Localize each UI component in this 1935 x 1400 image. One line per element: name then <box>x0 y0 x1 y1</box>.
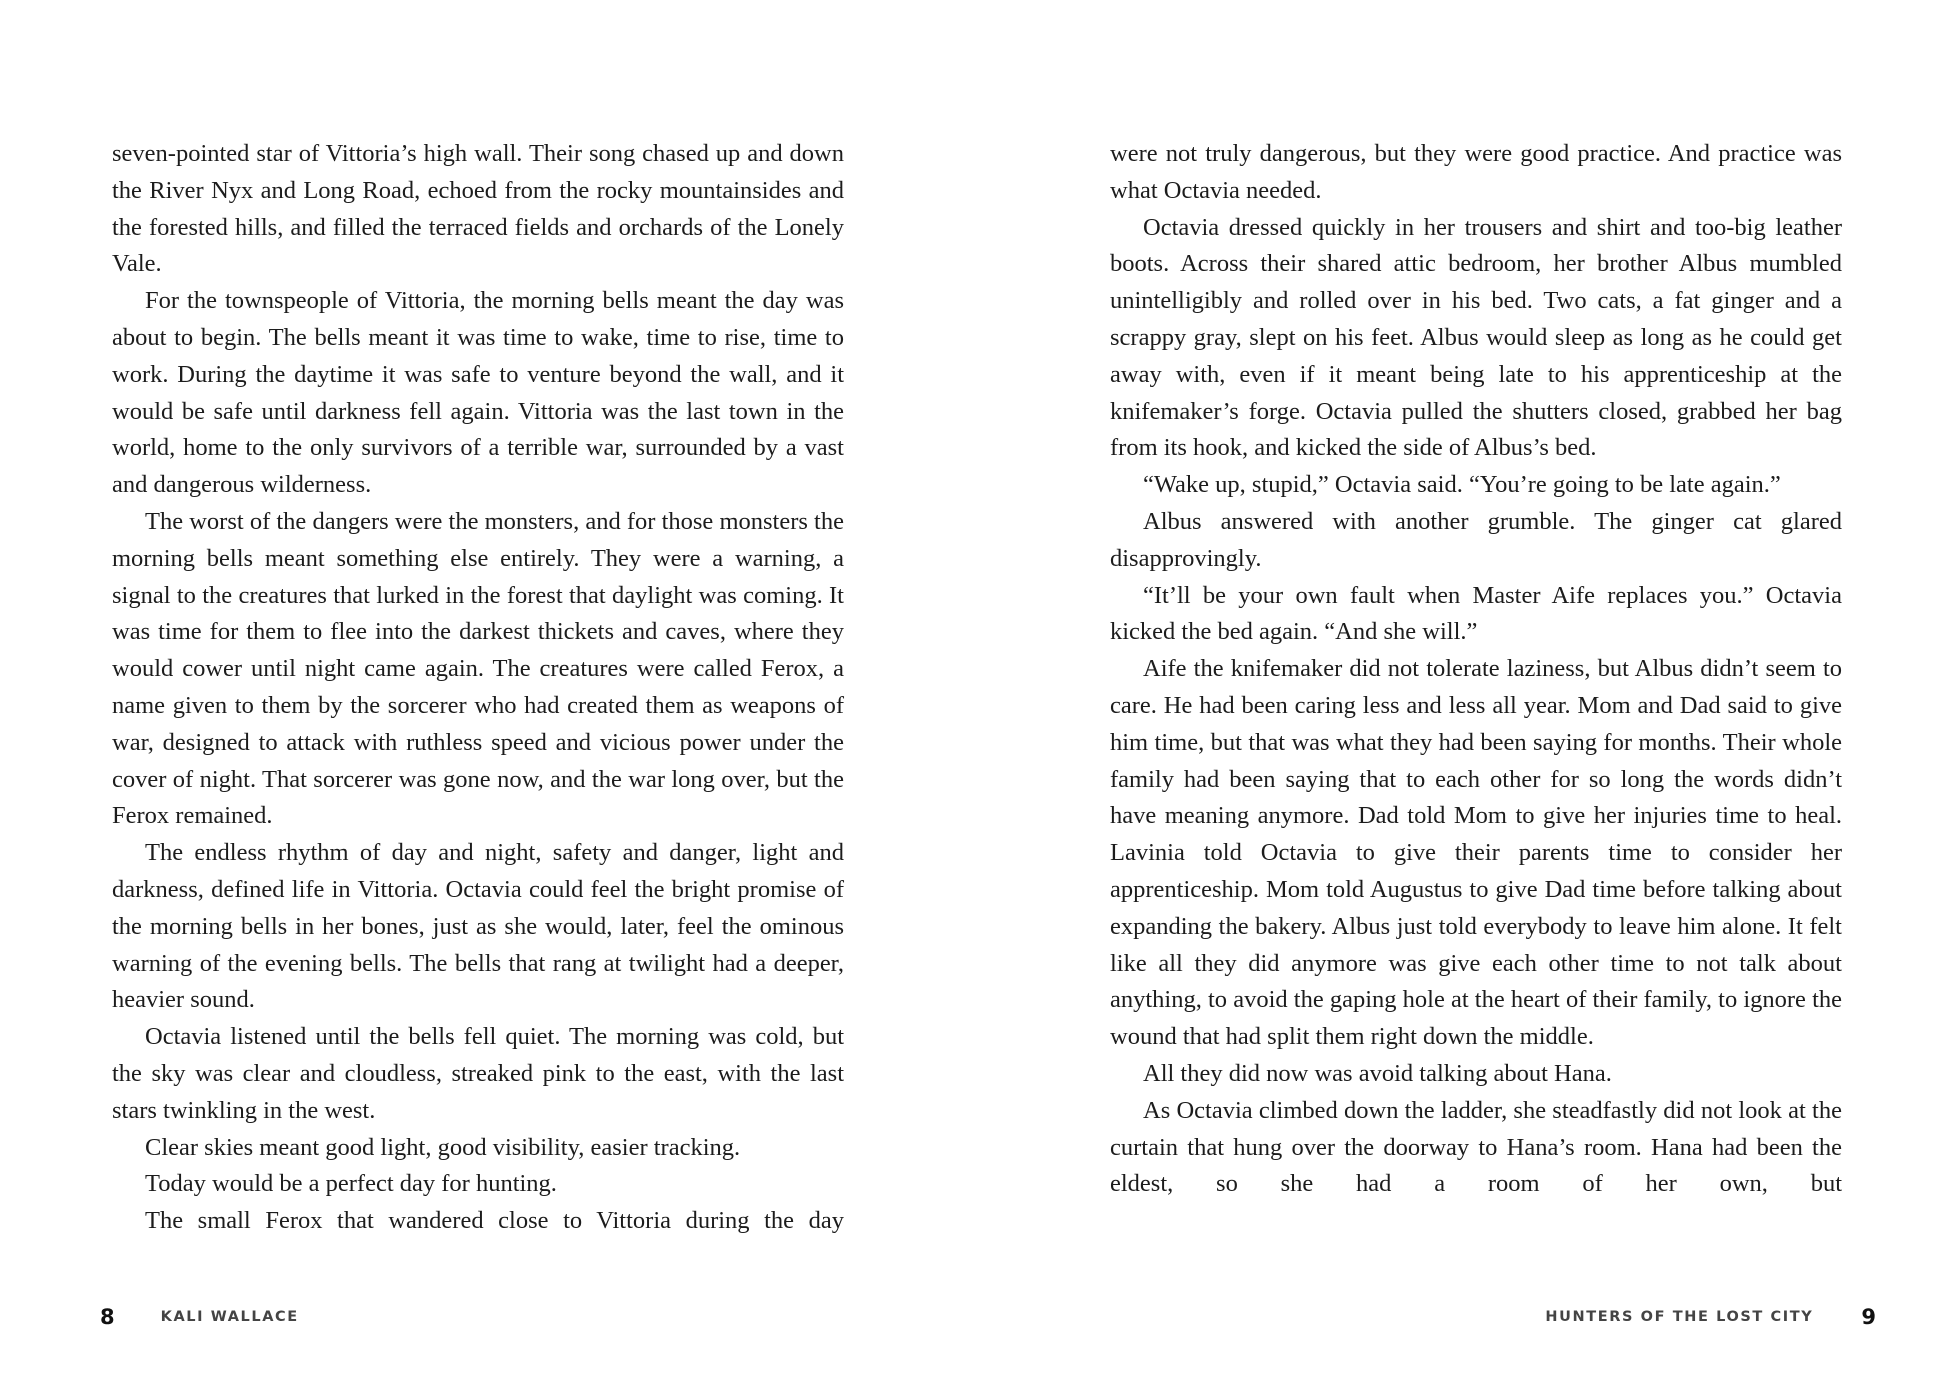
paragraph: Octavia dressed quickly in her trousers and shirt and too-big leather boots. Across their shared attic bedroom, her brother Albus mumbled unintelligibly and rolled over in his bed. Two cats, a fat ginger and a scrappy gray, slept on his feet. Albus would sleep as long as he could get away with, even if it meant being late to his apprenticeship at the knifemaker’s forge. Octavia pulled the shutters closed, grabbed her bag from its hook, and kicked the side of Albus’s bed. <box>1110 213 1842 462</box>
paragraph: seven-pointed star of Vittoria’s high wall. Their song chased up and down the River Nyx and Long Road, echoed from the rocky mountainsides and the forested hills, and filled the terraced fields and orchards of the Lonely Vale. <box>112 140 844 278</box>
paragraph: were not truly dangerous, but they were good practice. And practice was what Octavia needed. <box>1110 140 1842 204</box>
paragraph: As Octavia climbed down the ladder, she steadfastly did not look at the curtain that hung over the doorway to Hana’s room. Hana had been the eldest, so she had a room of her own, but <box>1110 1096 1842 1198</box>
running-head-author: KALI WALLACE <box>160 1309 299 1325</box>
right-page <box>967 0 1935 1400</box>
left-page <box>0 0 967 1400</box>
paragraph: For the townspeople of Vittoria, the morning bells meant the day was about to begin. The bells meant it was time to wake, time to rise, time to work. During the daytime it was safe to venture beyond the wall, and it would be safe until darkness fell again. Vittoria was the last town in the world, home to the only survivors of a terrible war, surrounded by a vast and dangerous wilderness. <box>112 287 844 499</box>
paragraph: “It’ll be your own fault when Master Aife replaces you.” Octavia kicked the bed again. “And she will.” <box>1110 581 1842 646</box>
paragraph: Today would be a perfect day for hunting. <box>145 1170 557 1198</box>
paragraph: The small Ferox that wandered close to Vittoria during the day <box>145 1207 844 1235</box>
paragraph: Albus answered with another grumble. The ginger cat glared disapprovingly. <box>1110 507 1842 572</box>
running-head-title: HUNTERS OF THE LOST CITY <box>1545 1309 1814 1325</box>
paragraph: Clear skies meant good light, good visibility, easier tracking. <box>145 1133 741 1161</box>
left-page-footer <box>100 1302 299 1332</box>
paragraph: The endless rhythm of day and night, safety and danger, light and darkness, defined life in Vittoria. Octavia could feel the bright promise of the morning bells in her bones, just as she would, later, feel the ominous warning of the evening bells. The bells that rang at twilight had a deeper, heavier sound. <box>112 839 844 1014</box>
paragraph: The worst of the dangers were the monsters, and for those monsters the morning bells meant something else entirely. They were a warning, a signal to the creatures that lurked in the forest that daylight was coming. It was time for them to flee into the darkest thickets and caves, where they would cower until night came again. The creatures were called Ferox, a name given to them by the sorcerer who had created them as weapons of war, designed to attack with ruthless speed and vicious power under the cover of night. That sorcerer was gone now, and the war long over, but the Ferox remained. <box>112 507 844 830</box>
paragraph: “Wake up, stupid,” Octavia said. “You’re going to be late again.” <box>1143 471 1781 499</box>
paragraph: Octavia listened until the bells fell quiet. The morning was cold, but the sky was clear and cloudless, streaked pink to the east, with the last stars twinkling in the west. <box>112 1023 844 1124</box>
paragraph: Aife the knifemaker did not tolerate laziness, but Albus didn’t seem to care. He had been caring less and less all year. Mom and Dad said to give him time, but that was what they had been saying for months. Their whole family had been saying that to each other for so long the words didn’t have meaning anymore. Dad told Mom to give her injuries time to heal. Lavinia told Octavia to give their parents time to consider her apprenticeship. Mom told Augustus to give Dad time before talking about expanding the bakery. Albus just told everybody to leave him alone. It felt like all they did anymore was give each other time to not talk about anything, to avoid the gaping hole at the heart of their family, to ignore the wound that had split them right down the middle. <box>1110 655 1842 1051</box>
right-page-body <box>1110 136 1842 1203</box>
page-number: 8 <box>100 1305 115 1329</box>
paragraph: All they did now was avoid talking about Hana. <box>1143 1059 1612 1087</box>
right-page-footer <box>1545 1302 1876 1332</box>
page-number: 9 <box>1861 1305 1876 1329</box>
left-page-body <box>112 136 844 1240</box>
